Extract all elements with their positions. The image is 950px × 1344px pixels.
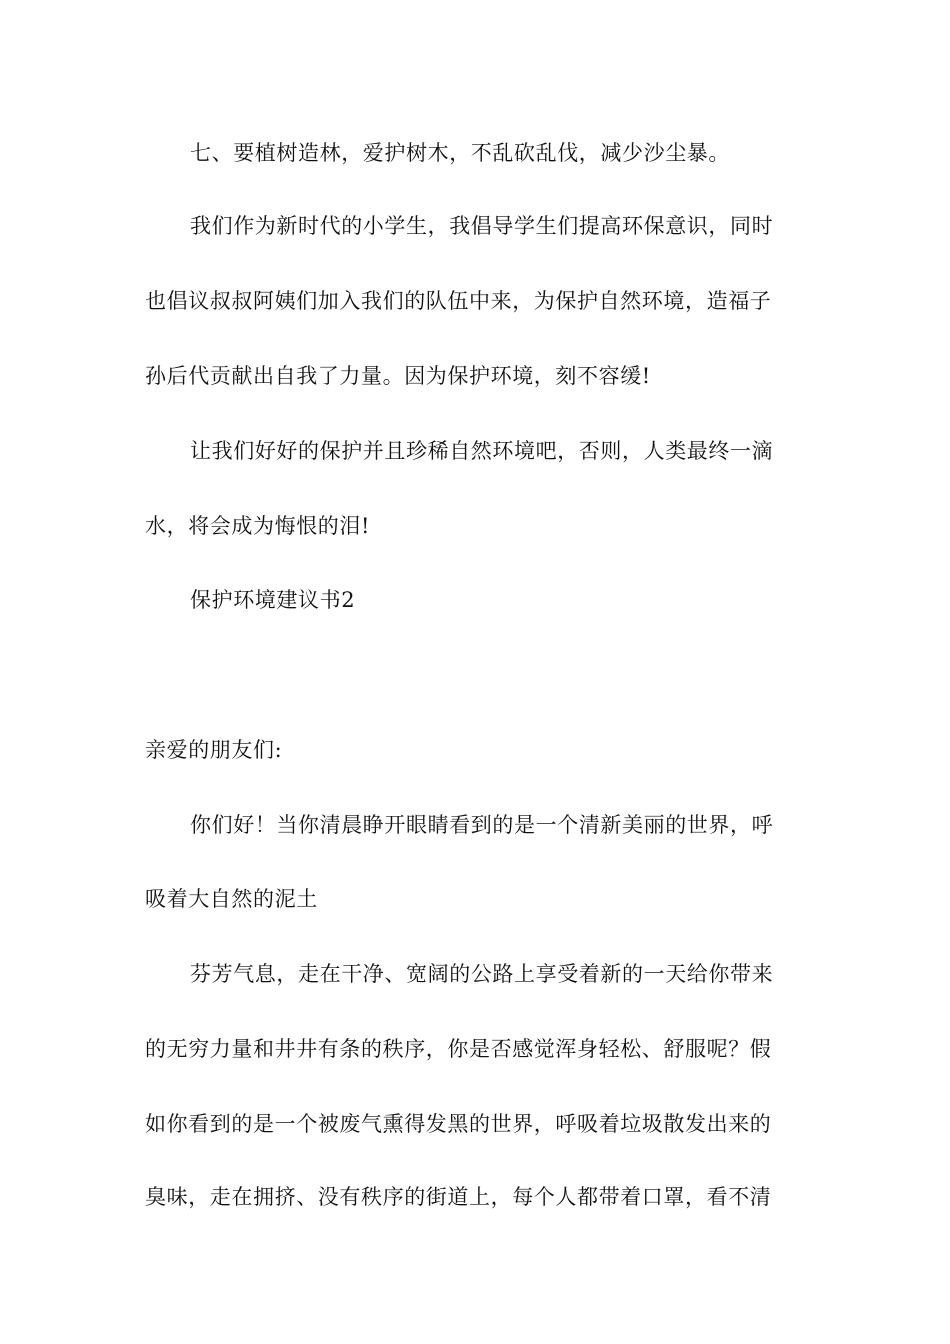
paragraph-line: 也倡议叔叔阿姨们加入我们的队伍中来，为保护自然环境，造福子 <box>145 289 772 313</box>
paragraph-line: 的无穷力量和井井有条的秩序，你是否感觉浑身轻松、舒服呢？假 <box>145 1037 772 1061</box>
paragraph-line: 你们好！当你清晨睁开眼睛看到的是一个清新美丽的世界，呼 <box>190 813 774 837</box>
paragraph-line: 芬芳气息，走在干净、宽阔的公路上享受着新的一天给你带来 <box>190 962 774 986</box>
paragraph-line: 七、要植树造林，爱护树木，不乱砍乱伐，减少沙尘暴。 <box>190 141 730 165</box>
paragraph-line: 水，将会成为悔恨的泪! <box>145 514 371 538</box>
section-heading: 保护环境建议书2 <box>190 588 356 612</box>
paragraph-line: 我们作为新时代的小学生，我倡导学生们提高环保意识，同时 <box>190 214 774 238</box>
paragraph-line: 如你看到的是一个被废气熏得发黑的世界，呼吸着垃圾散发出来的 <box>145 1112 772 1136</box>
paragraph-line: 吸着大自然的泥土 <box>145 887 318 911</box>
paragraph-line: 臭味，走在拥挤、没有秩序的街道上，每个人都带着口罩，看不清 <box>145 1185 772 1209</box>
paragraph-line: 让我们好好的保护并且珍稀自然环境吧，否则，人类最终一滴 <box>190 439 774 463</box>
salutation: 亲爱的朋友们: <box>145 738 283 762</box>
paragraph-line: 孙后代贡献出自我了力量。因为保护环境，刻不容缓! <box>145 364 651 388</box>
